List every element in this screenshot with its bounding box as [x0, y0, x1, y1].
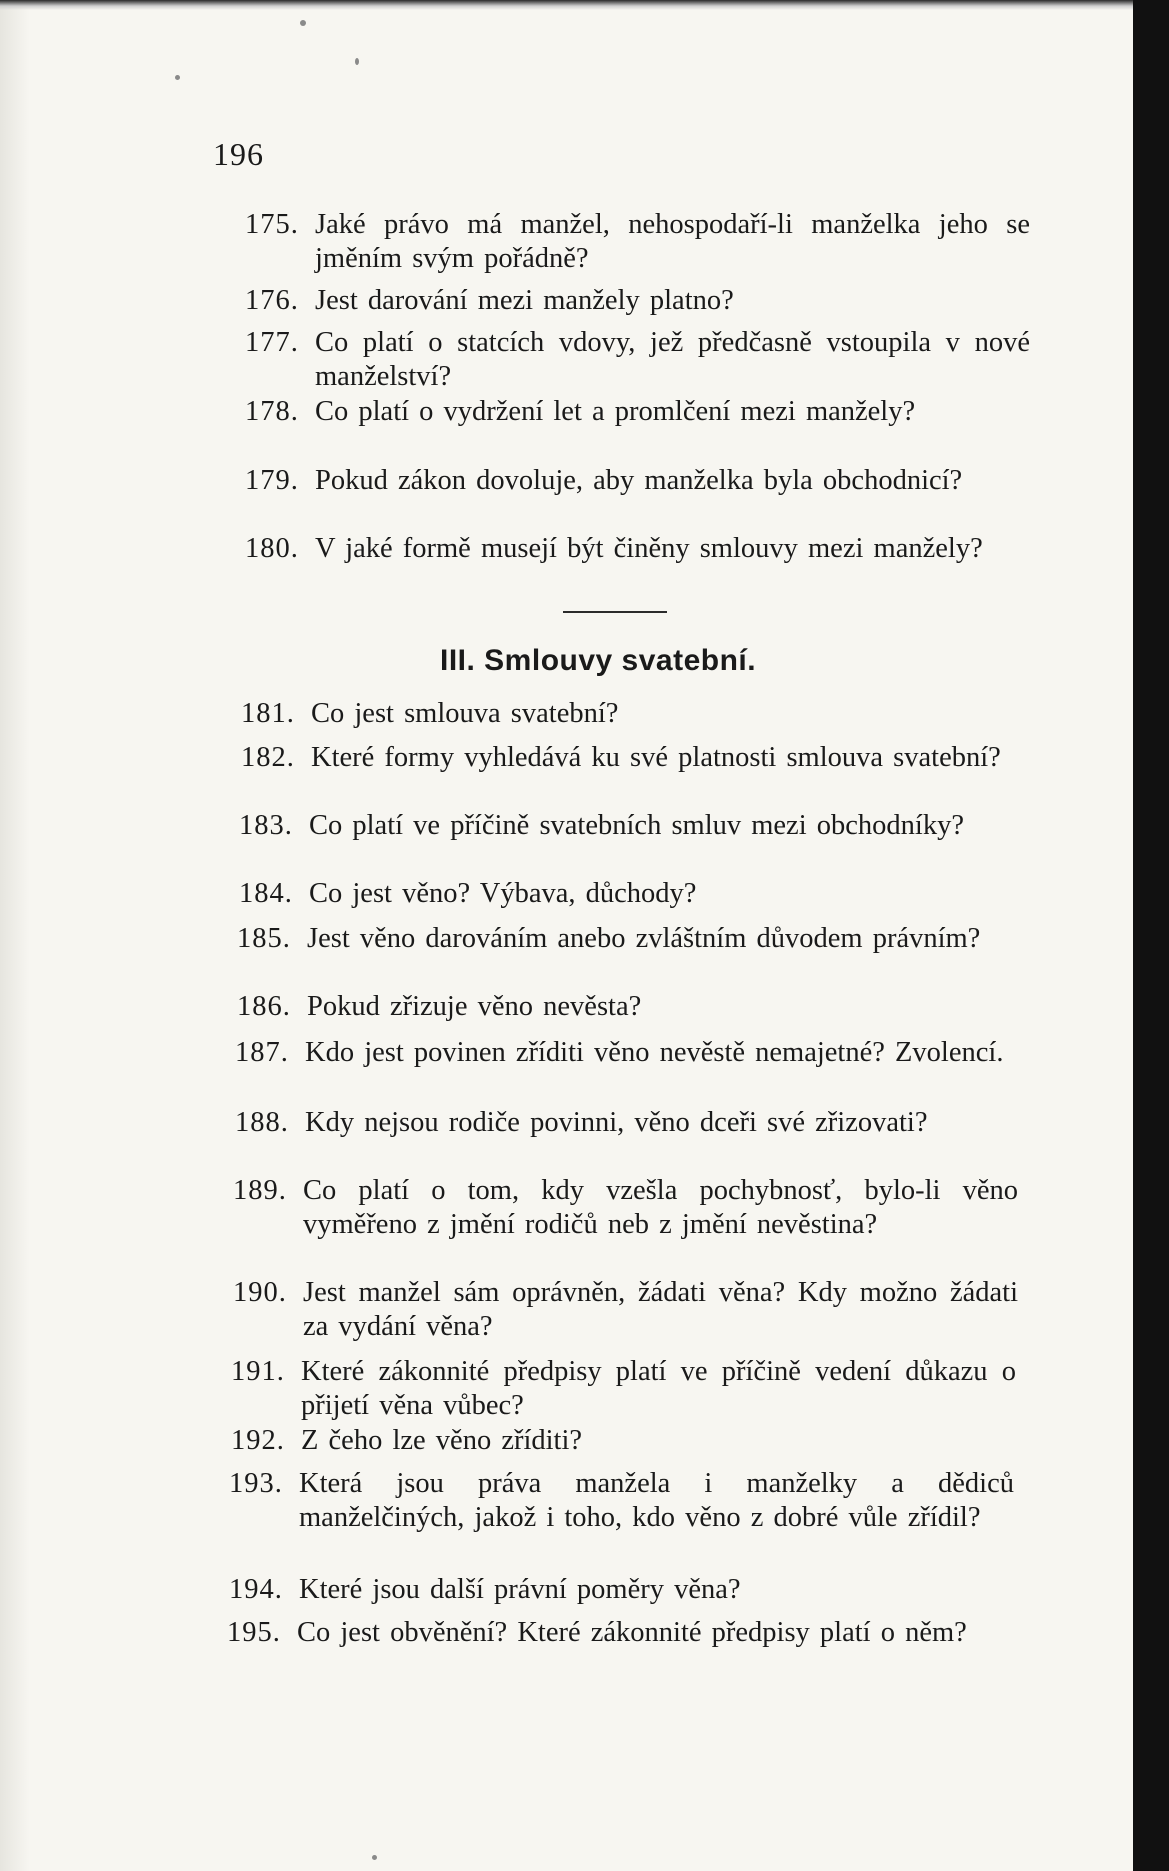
scan-edge-top — [0, 0, 1169, 10]
question-number: 181. — [241, 698, 295, 729]
question-number: 185. — [237, 923, 291, 954]
question-text: Pokud zákon dovoluje, aby manželka byla obchodnicí? — [315, 465, 963, 496]
scan-speck — [300, 20, 306, 26]
question-number: 194. — [229, 1574, 283, 1605]
list-item — [245, 326, 1035, 398]
question-text: Která jsou práva manžela i manželky a dědiců manželčiných, jakož i toho, kdo věno z dobré vůle zřídil? — [299, 1468, 1014, 1533]
scan-shadow-left — [0, 0, 30, 1871]
question-number: 187. — [235, 1037, 289, 1068]
page-number: 196 — [213, 136, 264, 172]
question-text: Kdo jest povinen zříditi věno nevěstě nemajetné? Zvolencí. — [305, 1037, 1004, 1068]
list-item — [245, 464, 1035, 536]
question-text: Jest darování mezi manžely platno? — [315, 285, 734, 316]
question-number: 183. — [239, 810, 293, 841]
section-divider — [563, 611, 667, 613]
question-number: 190. — [233, 1277, 287, 1308]
question-text: Jaké právo má manžel, nehospodaří-li manželka jeho se jměním svým pořádně? — [315, 209, 1030, 274]
scan-edge-right — [1133, 0, 1169, 1871]
question-text: Co jest věno? Výbava, důchody? — [309, 878, 697, 909]
question-number: 177. — [245, 327, 299, 358]
question-text: Které zákonnité předpisy platí ve příčině vedení důkazu o přijetí věna vůbec? — [301, 1356, 1016, 1421]
question-text: Co platí ve příčině svatebních smluv mezi obchodníky? — [309, 810, 964, 841]
list-item — [229, 1467, 1019, 1575]
question-text: Co jest obvěnění? Které zákonnité předpisy platí o něm? — [297, 1617, 967, 1648]
question-text: Co platí o vydržení let a promlčení mezi manžely? — [315, 396, 916, 427]
list-item — [227, 1616, 1017, 1688]
list-item — [231, 1424, 1021, 1460]
list-item — [233, 1276, 1023, 1348]
list-item — [231, 1355, 1021, 1427]
question-number: 179. — [245, 465, 299, 496]
question-text: Které formy vyhledává ku své platnosti smlouva svatební? — [311, 742, 1001, 773]
list-item — [229, 1573, 1019, 1609]
question-number: 195. — [227, 1617, 281, 1648]
question-text: Pokud zřizuje věno nevěsta? — [307, 991, 642, 1022]
list-item — [235, 1036, 1025, 1108]
question-text: Co platí o tom, kdy vzešla pochybnosť, bylo-li věno vyměřeno z jmění rodičů neb z jmění nevěstina? — [303, 1175, 1018, 1240]
list-item — [245, 532, 1035, 604]
question-number: 176. — [245, 285, 299, 316]
question-text: V jaké formě musejí být činěny smlouvy mezi manžely? — [315, 533, 983, 564]
question-number: 175. — [245, 209, 299, 240]
question-number: 189. — [233, 1175, 287, 1206]
scan-speck — [175, 75, 180, 80]
question-number: 191. — [231, 1356, 285, 1387]
question-number: 178. — [245, 396, 299, 427]
list-item — [239, 877, 1029, 913]
list-item — [233, 1174, 1023, 1282]
list-item — [245, 395, 1035, 467]
list-item — [237, 990, 1027, 1026]
list-item — [245, 208, 1035, 280]
section-heading: III. Smlouvy svatební. — [440, 644, 757, 677]
list-item — [235, 1106, 1025, 1178]
question-number: 182. — [241, 742, 295, 773]
question-text: Co platí o statcích vdovy, jež předčasně vstoupila v nové manželství? — [315, 327, 1030, 392]
question-number: 186. — [237, 991, 291, 1022]
list-item — [245, 284, 1035, 320]
question-text: Kdy nejsou rodiče povinni, věno dceři své zřizovati? — [305, 1107, 928, 1138]
question-text: Z čeho lze věno zříditi? — [301, 1425, 583, 1456]
list-item — [241, 697, 1031, 733]
question-text: Jest věno darováním anebo zvláštním důvodem právním? — [307, 923, 981, 954]
scan-speck — [372, 1855, 377, 1860]
question-number: 193. — [229, 1468, 283, 1499]
question-text: Jest manžel sám oprávněn, žádati věna? Kdy možno žádati za vydání věna? — [303, 1277, 1018, 1342]
question-text: Které jsou další právní poměry věna? — [299, 1574, 741, 1605]
question-number: 184. — [239, 878, 293, 909]
scan-speck — [355, 58, 359, 65]
question-text: Co jest smlouva svatební? — [311, 698, 619, 729]
list-item — [239, 809, 1029, 881]
question-number: 192. — [231, 1425, 285, 1456]
question-number: 180. — [245, 533, 299, 564]
list-item — [241, 741, 1031, 813]
question-number: 188. — [235, 1107, 289, 1138]
list-item — [237, 922, 1027, 994]
